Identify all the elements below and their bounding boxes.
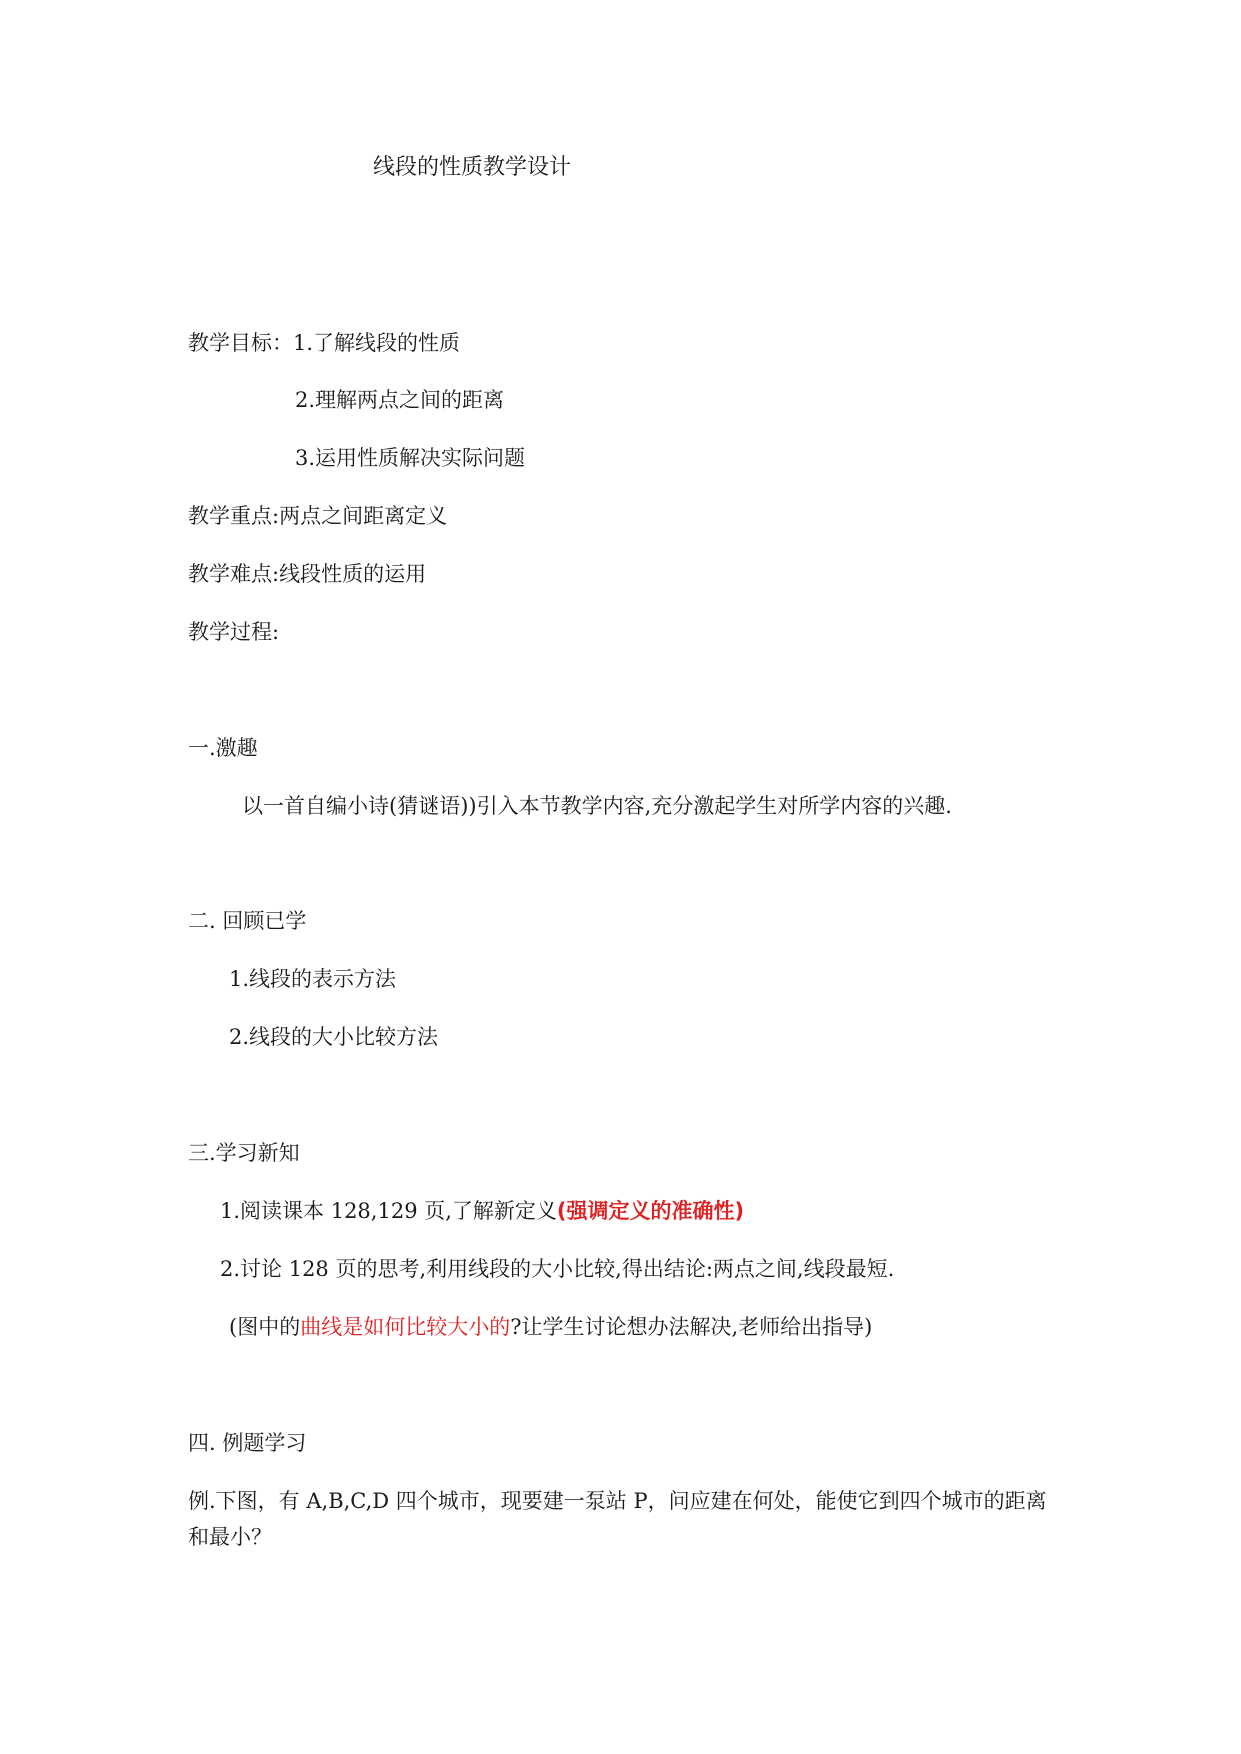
objective-item: 1.了解线段的性质 [293, 331, 461, 355]
document-title: 线段的性质教学设计 [373, 155, 572, 180]
note-prefix: (图中的 [229, 1315, 301, 1339]
note-suffix: ?让学生讨论想办法解决,老师给出指导) [510, 1315, 873, 1339]
list-item [220, 1197, 744, 1225]
section-heading: 一.激趣 [188, 736, 258, 760]
list-item-text: 1.阅读课本 128,129 页,了解新定义 [220, 1199, 557, 1223]
objectives-label: 教学目标： [188, 331, 293, 355]
objective-item: 3.运用性质解决实际问题 [295, 446, 526, 470]
objectives-row-1 [188, 329, 460, 357]
highlighted-text: 曲线是如何比较大小的 [300, 1315, 511, 1339]
section-paragraph: 以一首自编小诗(猜谜语))引入本节教学内容,充分激起学生对所学内容的兴趣. [242, 794, 952, 818]
difficulty: 教学难点:线段性质的运用 [188, 562, 427, 586]
section-heading: 四. 例题学习 [188, 1431, 307, 1455]
list-item: 2.讨论 128 页的思考,利用线段的大小比较,得出结论:两点之间,线段最短. [220, 1257, 895, 1281]
section-heading: 三.学习新知 [188, 1141, 300, 1165]
objective-item: 2.理解两点之间的距离 [295, 388, 505, 412]
list-item: 1.线段的表示方法 [229, 967, 397, 991]
example-text: 例.下图，有 A,B,C,D 四个城市，现要建一泵站 P，问应建在何处，能使它到四个城市的距离 [188, 1489, 1047, 1513]
emphasis-text: (强调定义的准确性) [556, 1199, 745, 1223]
note-line [229, 1313, 872, 1341]
section-heading: 二. 回顾已学 [188, 909, 307, 933]
list-item: 2.线段的大小比较方法 [229, 1025, 439, 1049]
key-point: 教学重点:两点之间距离定义 [188, 504, 448, 528]
example-text: 和最小？ [188, 1525, 272, 1549]
process-label: 教学过程: [188, 620, 280, 644]
